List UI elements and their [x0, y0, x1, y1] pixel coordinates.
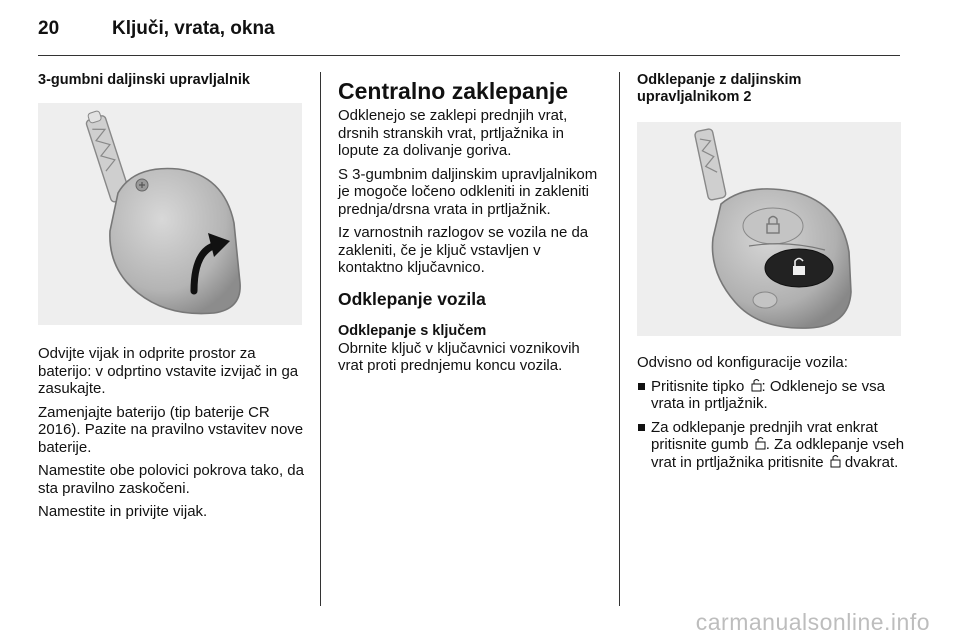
remote-unlock-heading-line2: upravljalnikom 2 — [637, 89, 752, 105]
column-left — [38, 72, 304, 527]
remote-unlock-heading-line1: Odklepanje z daljinskim — [637, 72, 802, 88]
battery-step-2: Zamenjajte baterijo (tip baterije CR 2016). Pazite na pravilno vstavitev nove baterije. — [38, 403, 304, 456]
unlock-icon — [751, 378, 762, 392]
column-divider-2 — [619, 72, 620, 606]
central-locking-p3: Iz varnostnih razlogov se vozila ne da zakleniti, če je ključ vstavljen v kontaktno ključavnico. — [338, 224, 589, 276]
central-locking-p1: Odklenejo se zaklepi prednjih vrat, drsnih stranskih vrat, prtljažnika in lopute za dolivanje goriva. — [338, 107, 568, 159]
battery-step-3: Namestite obe polovici pokrova tako, da sta pravilno zaskočeni. — [38, 462, 304, 497]
remote-3button-subheading: 3-gumbni daljinski upravljalnik — [38, 72, 250, 88]
page-number: 20 — [38, 18, 60, 39]
list-item: Pritisnite tipko : Odklenejo se vsa vrata in prtljažnik. — [637, 378, 907, 413]
config-intro: Odvisno od konfiguracije vozila: — [637, 354, 848, 371]
key-fob-battery-illustration — [38, 103, 302, 325]
battery-step-1: Odvijte vijak in odprite prostor za baterijo: v odprtino vstavite izvijač in ga zasukajte. — [38, 345, 299, 397]
unlock-instructions-list — [637, 378, 907, 472]
watermark: carmanualsonline.info — [695, 609, 930, 635]
central-locking-heading: Centralno zaklepanje — [338, 78, 569, 104]
central-locking-p2: S 3-gumbnim daljinskim upravljalnikom je mogoče ločeno odkleniti in zakleniti prednja/drsna vrata in prtljažnik. — [338, 165, 598, 218]
two-button-key-fob-illustration — [637, 122, 901, 336]
column-middle — [338, 72, 608, 381]
column-divider-1 — [320, 72, 321, 606]
header-divider — [38, 55, 900, 56]
unlock-with-key-text: Obrnite ključ v ključavnici voznikovih vrat proti prednjemu koncu vozila. — [338, 339, 580, 374]
page-header — [38, 18, 275, 48]
unlock-with-key-subheading: Odklepanje s ključem — [338, 322, 487, 339]
column-right — [637, 72, 907, 477]
unlock-icon — [755, 436, 766, 450]
battery-step-4: Namestite in privijte vijak. — [38, 503, 208, 520]
chapter-title: Ključi, vrata, okna — [112, 18, 275, 39]
unlock-icon — [830, 454, 841, 468]
list-item: Za odklepanje prednjih vrat enkrat pritisnite gumb . Za odklepanje vseh vrat in prtljažnika pritisnite dvakrat. — [637, 419, 907, 472]
unlocking-vehicle-heading: Odklepanje vozila — [338, 288, 486, 309]
